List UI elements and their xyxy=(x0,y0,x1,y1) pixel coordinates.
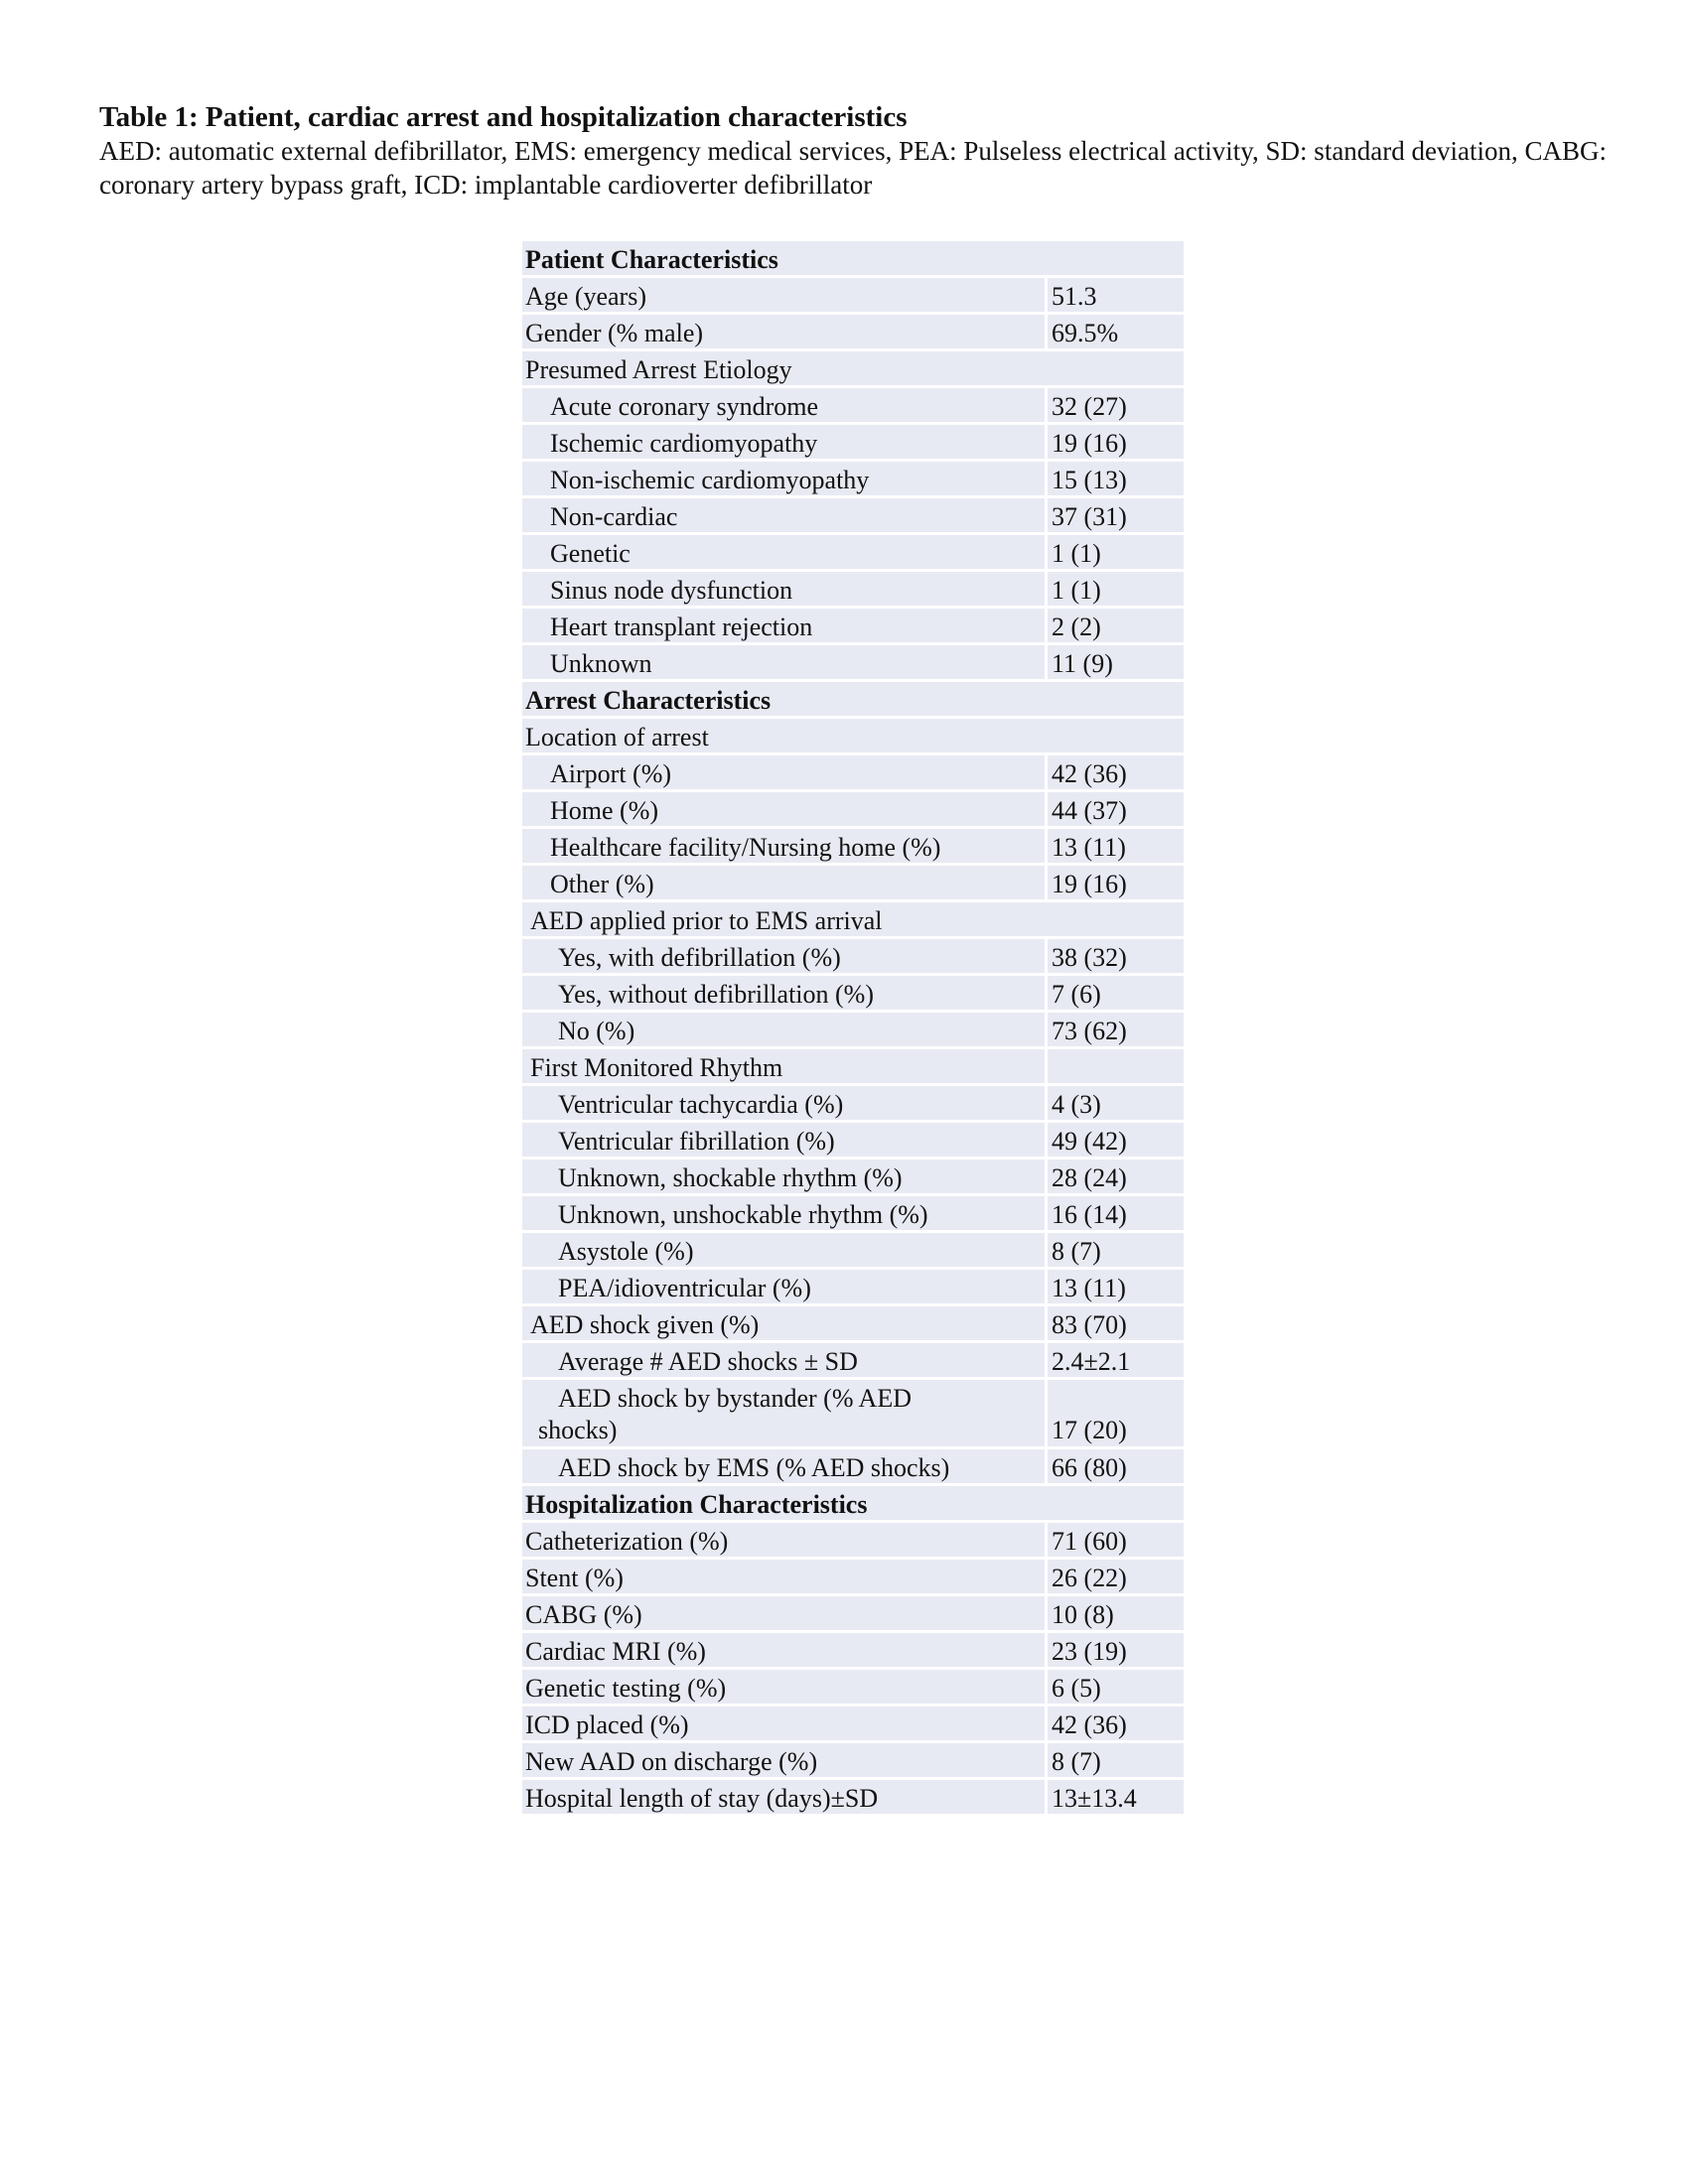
table-row xyxy=(522,1633,1184,1667)
row-label: Ventricular fibrillation (%) xyxy=(522,1123,1045,1157)
row-label: Ventricular tachycardia (%) xyxy=(522,1086,1045,1120)
group-label: Location of arrest xyxy=(522,719,1184,752)
row-value: 26 (22) xyxy=(1048,1560,1184,1593)
characteristics-table xyxy=(519,238,1187,1817)
row-label: CABG (%) xyxy=(522,1596,1045,1630)
row-value: 73 (62) xyxy=(1048,1013,1184,1046)
table-row xyxy=(522,1013,1184,1046)
row-label: Airport (%) xyxy=(522,755,1045,789)
section-header-row xyxy=(522,1486,1184,1520)
row-value: 66 (80) xyxy=(1048,1449,1184,1483)
table-row xyxy=(522,388,1184,422)
table-row xyxy=(522,1780,1184,1814)
row-label: Sinus node dysfunction xyxy=(522,572,1045,606)
row-value: 2 (2) xyxy=(1048,609,1184,642)
row-label: Healthcare facility/Nursing home (%) xyxy=(522,829,1045,863)
table-row xyxy=(522,1196,1184,1230)
table-row xyxy=(522,278,1184,312)
row-label: No (%) xyxy=(522,1013,1045,1046)
row-label: AED shock given (%) xyxy=(522,1306,1045,1340)
table-row xyxy=(522,1306,1184,1340)
section-header-row xyxy=(522,682,1184,716)
table-row xyxy=(522,1160,1184,1193)
table-row xyxy=(522,792,1184,826)
row-label xyxy=(522,1380,1045,1446)
row-label: Yes, with defibrillation (%) xyxy=(522,939,1045,973)
row-value: 37 (31) xyxy=(1048,498,1184,532)
table-row xyxy=(522,1343,1184,1377)
row-label: PEA/idioventricular (%) xyxy=(522,1270,1045,1303)
row-value: 2.4±2.1 xyxy=(1048,1343,1184,1377)
row-value: 6 (5) xyxy=(1048,1670,1184,1704)
row-label: Average # AED shocks ± SD xyxy=(522,1343,1045,1377)
row-value: 19 (16) xyxy=(1048,866,1184,899)
row-label: Unknown, shockable rhythm (%) xyxy=(522,1160,1045,1193)
row-value: 10 (8) xyxy=(1048,1596,1184,1630)
row-label: Hospital length of stay (days)±SD xyxy=(522,1780,1045,1814)
table-row xyxy=(522,1233,1184,1267)
row-value: 32 (27) xyxy=(1048,388,1184,422)
table-row xyxy=(522,1123,1184,1157)
row-label: AED shock by EMS (% AED shocks) xyxy=(522,1449,1045,1483)
table-row xyxy=(522,1449,1184,1483)
table-row xyxy=(522,425,1184,459)
table-row xyxy=(522,462,1184,495)
table-row xyxy=(522,535,1184,569)
row-value: 23 (19) xyxy=(1048,1633,1184,1667)
row-label: Home (%) xyxy=(522,792,1045,826)
group-label: AED applied prior to EMS arrival xyxy=(522,902,1184,936)
table-row xyxy=(522,609,1184,642)
row-value xyxy=(1048,1049,1184,1083)
row-value: 8 (7) xyxy=(1048,1743,1184,1777)
row-value: 13 (11) xyxy=(1048,829,1184,863)
row-value: 7 (6) xyxy=(1048,976,1184,1010)
row-value: 71 (60) xyxy=(1048,1523,1184,1557)
row-value: 13 (11) xyxy=(1048,1270,1184,1303)
row-label: Genetic xyxy=(522,535,1045,569)
row-label: Genetic testing (%) xyxy=(522,1670,1045,1704)
section-header: Patient Characteristics xyxy=(522,241,1184,275)
row-label: ICD placed (%) xyxy=(522,1706,1045,1740)
row-value: 17 (20) xyxy=(1048,1380,1184,1446)
row-label: Catheterization (%) xyxy=(522,1523,1045,1557)
row-label-line: shocks) xyxy=(538,1416,618,1444)
section-header: Arrest Characteristics xyxy=(522,682,1184,716)
row-value: 69.5% xyxy=(1048,315,1184,348)
row-label: First Monitored Rhythm xyxy=(522,1049,1045,1083)
row-label: Cardiac MRI (%) xyxy=(522,1633,1045,1667)
row-value: 8 (7) xyxy=(1048,1233,1184,1267)
row-value: 4 (3) xyxy=(1048,1086,1184,1120)
table-body xyxy=(522,241,1184,1814)
row-label: New AAD on discharge (%) xyxy=(522,1743,1045,1777)
row-label: Non-ischemic cardiomyopathy xyxy=(522,462,1045,495)
table-row xyxy=(522,1706,1184,1740)
group-header-row xyxy=(522,902,1184,936)
row-label: Gender (% male) xyxy=(522,315,1045,348)
row-value: 1 (1) xyxy=(1048,572,1184,606)
row-value: 51.3 xyxy=(1048,278,1184,312)
row-label: Heart transplant rejection xyxy=(522,609,1045,642)
table-caption-block xyxy=(99,100,1609,202)
table-row xyxy=(522,498,1184,532)
table-row xyxy=(522,755,1184,789)
table-row xyxy=(522,1670,1184,1704)
table-title: Table 1: Patient, cardiac arrest and hospitalization characteristics xyxy=(99,101,908,133)
row-value: 38 (32) xyxy=(1048,939,1184,973)
row-label: Unknown, unshockable rhythm (%) xyxy=(522,1196,1045,1230)
section-header: Hospitalization Characteristics xyxy=(522,1486,1184,1520)
table-row xyxy=(522,1086,1184,1120)
row-label: Unknown xyxy=(522,645,1045,679)
row-label: Other (%) xyxy=(522,866,1045,899)
row-value: 42 (36) xyxy=(1048,755,1184,789)
row-value: 1 (1) xyxy=(1048,535,1184,569)
row-value: 28 (24) xyxy=(1048,1160,1184,1193)
table-row xyxy=(522,1523,1184,1557)
row-label: Asystole (%) xyxy=(522,1233,1045,1267)
table-row xyxy=(522,1049,1184,1083)
row-label-line: AED shock by bystander (% AED xyxy=(558,1384,912,1413)
table-row xyxy=(522,829,1184,863)
row-value: 11 (9) xyxy=(1048,645,1184,679)
table-row xyxy=(522,315,1184,348)
row-value: 16 (14) xyxy=(1048,1196,1184,1230)
table-row xyxy=(522,572,1184,606)
table-row xyxy=(522,1743,1184,1777)
row-value: 42 (36) xyxy=(1048,1706,1184,1740)
table-row xyxy=(522,976,1184,1010)
row-label: Age (years) xyxy=(522,278,1045,312)
table-row xyxy=(522,1560,1184,1593)
row-label: Stent (%) xyxy=(522,1560,1045,1593)
row-value: 49 (42) xyxy=(1048,1123,1184,1157)
table-row xyxy=(522,1270,1184,1303)
row-value: 19 (16) xyxy=(1048,425,1184,459)
table-abbreviations: AED: automatic external defibrillator, EMS: emergency medical services, PEA: Pulseless electrical activity, SD: standard deviation, CABG: coronary artery bypass graft, ICD: implantable cardioverter defibrillator xyxy=(99,136,1608,200)
row-label: Acute coronary syndrome xyxy=(522,388,1045,422)
row-label: Non-cardiac xyxy=(522,498,1045,532)
table-row xyxy=(522,939,1184,973)
row-label: Yes, without defibrillation (%) xyxy=(522,976,1045,1010)
table-row xyxy=(522,1596,1184,1630)
section-header-row xyxy=(522,241,1184,275)
row-value: 15 (13) xyxy=(1048,462,1184,495)
row-value: 83 (70) xyxy=(1048,1306,1184,1340)
table-row xyxy=(522,1380,1184,1446)
group-header-row xyxy=(522,351,1184,385)
table-row xyxy=(522,645,1184,679)
row-value: 44 (37) xyxy=(1048,792,1184,826)
row-label: Ischemic cardiomyopathy xyxy=(522,425,1045,459)
table-row xyxy=(522,866,1184,899)
group-header-row xyxy=(522,719,1184,752)
group-label: Presumed Arrest Etiology xyxy=(522,351,1184,385)
row-value: 13±13.4 xyxy=(1048,1780,1184,1814)
